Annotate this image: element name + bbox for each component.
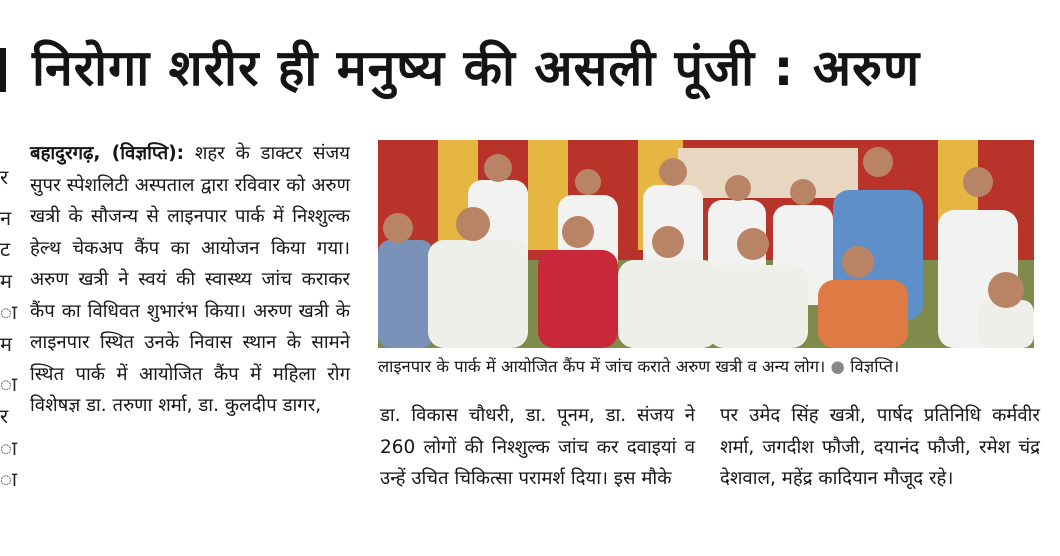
group-photo-illustration	[378, 140, 1034, 348]
margin-char: ा	[0, 300, 18, 324]
article-text-col3: पर उमेद सिंह खत्री, पार्षद प्रतिनिधि कर्मवीर शर्मा, जगदीश फौजी, दयानंद फौजी, रमेश चंद्र देशवाल, महेंद्र कादियान मौजूद रहे।	[720, 405, 1040, 489]
margin-char: र	[0, 404, 9, 428]
margin-char: ा	[0, 436, 18, 460]
article-text-col1: शहर के डाक्टर संजय सुपर स्पेशलिटी अस्पताल द्वारा रविवार को अरुण खत्री के सौजन्य से लाइनपार पार्क में निश्शुल्क हेल्थ चेकअप कैंप का आयोजन किया गया। अरुण खत्री ने स्वयं की स्वास्थ्य जांच कराकर कैंप का विधिवत शुभारंभ किया। अरुण खत्री के लाइनपार स्थित उनके निवास स्थान के सामने स्थित पार्क में आयोजित कैंप में महिला रोग विशेषज्ञ डा. तरुणा शर्मा, डा. कुलदीप डागर,	[30, 143, 350, 416]
news-photo	[378, 140, 1034, 348]
margin-char: न	[0, 206, 12, 230]
article-text-col2: डा. विकास चौधरी, डा. पूनम, डा. संजय ने 260 लोगों की निश्शुल्क जांच कर दवाइयां व उन्हें उचित चिकित्सा परामर्श दिया। इस मौके	[380, 405, 695, 489]
margin-char: म	[0, 332, 12, 356]
article-column-3	[720, 400, 1040, 495]
margin-char: ट	[0, 237, 11, 261]
caption-text: लाइनपार के पार्क में आयोजित कैंप में जांच कराते अरुण खत्री व अन्य लोग।	[378, 357, 826, 376]
margin-char: ा	[0, 372, 18, 396]
article-column-1	[30, 138, 350, 422]
margin-char: म	[0, 269, 12, 293]
photo-caption	[378, 354, 1038, 380]
margin-char: र	[0, 165, 9, 189]
margin-char: ा	[0, 467, 18, 491]
dateline: बहादुरगढ़, (विज्ञप्ति):	[30, 143, 185, 164]
photo-credit: विज्ञप्ति।	[850, 357, 900, 376]
column-rule	[0, 48, 6, 92]
article-column-2	[380, 400, 695, 495]
headline: निरोगा शरीर ही मनुष्य की असली पूंजी : अरुण	[32, 39, 921, 97]
bullet-icon: ●	[830, 357, 845, 376]
